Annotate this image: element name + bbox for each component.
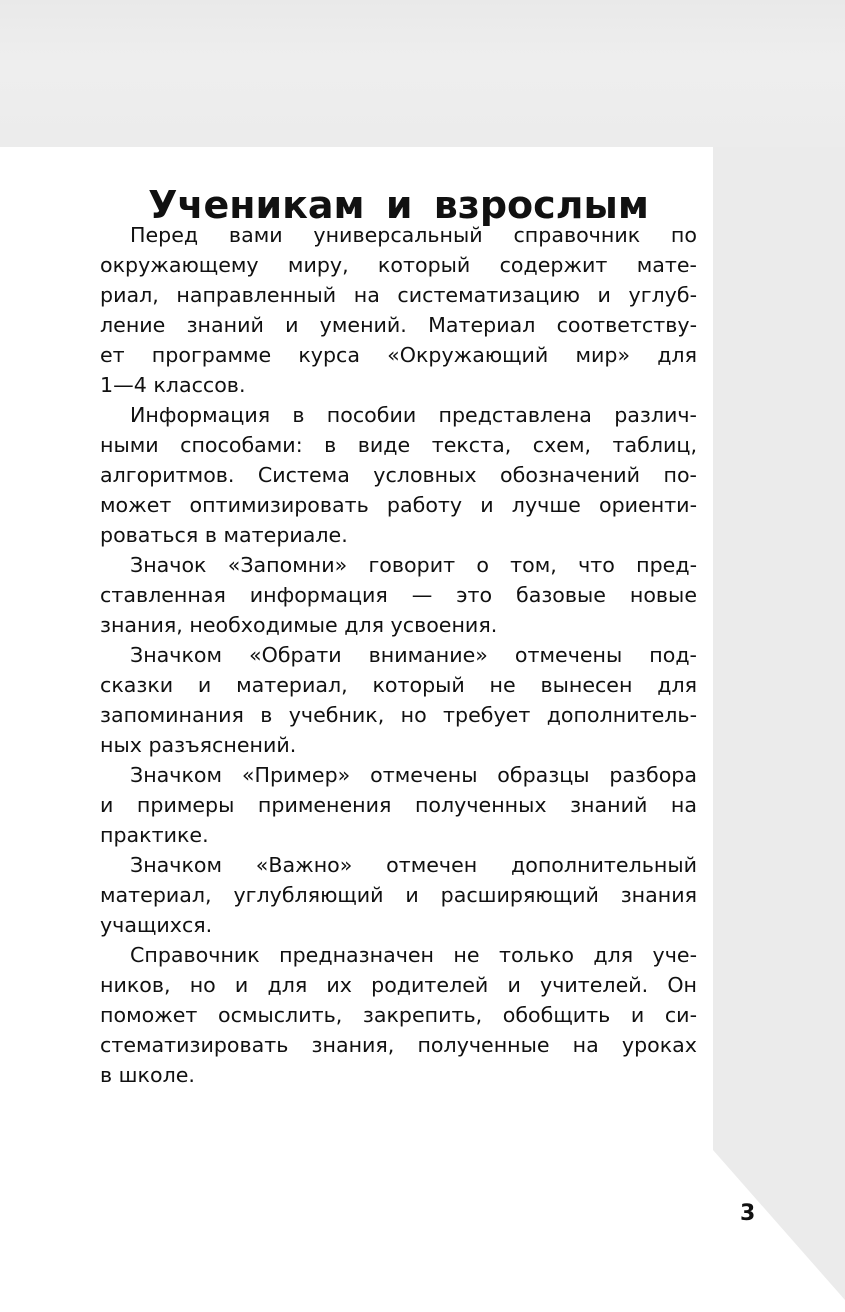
text-line: знания, необходимые для усвоения. bbox=[100, 613, 498, 637]
text-line: Информация в пособии представлена различ- bbox=[130, 403, 697, 427]
text-line: практике. bbox=[100, 823, 209, 847]
body-text bbox=[100, 220, 697, 1090]
paragraph-remember-icon bbox=[100, 550, 697, 640]
paragraph-information bbox=[100, 400, 697, 550]
text-line: стематизировать знания, полученные на уроках bbox=[100, 1033, 697, 1057]
text-line: Значок «Запомни» говорит о том, что пред- bbox=[130, 553, 697, 577]
paragraph-intro bbox=[100, 220, 697, 400]
paragraph-important-icon bbox=[100, 850, 697, 940]
text-line: ление знаний и умений. Материал соответству- bbox=[100, 313, 697, 337]
text-line: ных разъяснений. bbox=[100, 733, 297, 757]
text-line: окружающему миру, который содержит мате- bbox=[100, 253, 697, 277]
text-line: ников, но и для их родителей и учителей. Он bbox=[100, 973, 697, 997]
text-line: роваться в материале. bbox=[100, 523, 348, 547]
text-line: ет программе курса «Окружающий мир» для bbox=[100, 343, 697, 367]
page-number: 3 bbox=[740, 1201, 756, 1226]
text-line: поможет осмыслить, закрепить, обобщить и си- bbox=[100, 1003, 697, 1027]
text-line: Значком «Обрати внимание» отмечены под- bbox=[130, 643, 697, 667]
right-margin-band bbox=[713, 147, 845, 1312]
text-line: ными способами: в виде текста, схем, таблиц, bbox=[100, 433, 697, 457]
text-line: ставленная информация — это базовые новые bbox=[100, 583, 697, 607]
text-line: Значком «Пример» отмечены образцы разбора bbox=[130, 763, 697, 787]
text-line: 1—4 классов. bbox=[100, 373, 246, 397]
text-line: в школе. bbox=[100, 1063, 195, 1087]
text-line: может оптимизировать работу и лучше ориенти- bbox=[100, 493, 697, 517]
text-line: материал, углубляющий и расширяющий знания bbox=[100, 883, 697, 907]
text-line: алгоритмов. Система условных обозначений по- bbox=[100, 463, 697, 487]
text-line: риал, направленный на систематизацию и углуб- bbox=[100, 283, 697, 307]
text-line: и примеры применения полученных знаний на bbox=[100, 793, 697, 817]
text-line: запоминания в учебник, но требует дополнитель- bbox=[100, 703, 697, 727]
paragraph-audience bbox=[100, 940, 697, 1090]
top-margin-band bbox=[0, 0, 845, 147]
text-line: Значком «Важно» отмечен дополнительный bbox=[130, 853, 697, 877]
text-line: сказки и материал, который не вынесен для bbox=[100, 673, 697, 697]
text-line: Справочник предназначен не только для уче- bbox=[130, 943, 697, 967]
text-line: учащихся. bbox=[100, 913, 213, 937]
paragraph-attention-icon bbox=[100, 640, 697, 760]
paragraph-example-icon bbox=[100, 760, 697, 850]
text-line: Перед вами универсальный справочник по bbox=[130, 223, 697, 247]
page-title: Ученикам и взрослым bbox=[148, 183, 649, 228]
